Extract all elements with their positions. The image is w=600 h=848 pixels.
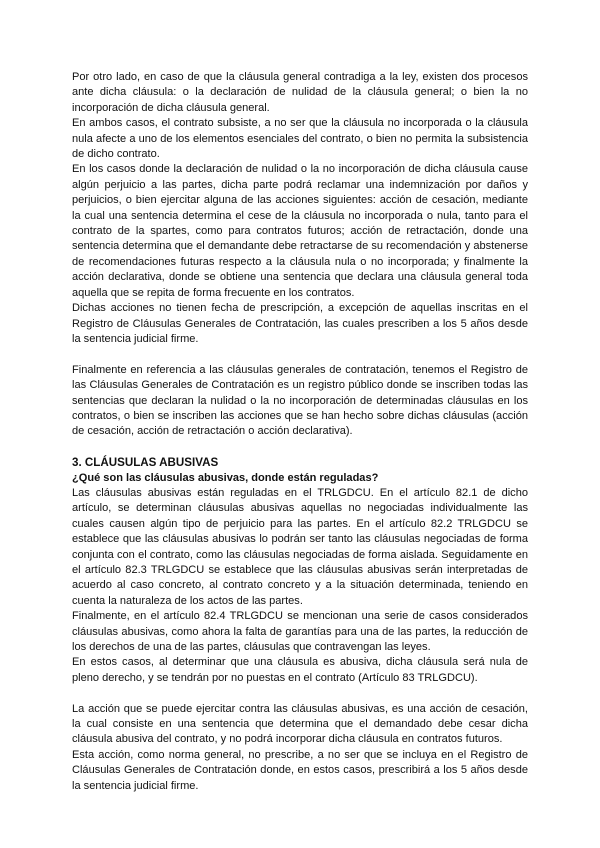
spacer <box>72 347 528 362</box>
document-page <box>72 70 528 794</box>
spacer <box>72 440 528 455</box>
paragraph-registry: Finalmente en referencia a las cláusulas generales de contratación, tenemos el Registro de las Cláusulas Generales de Contratación es un registro público donde se inscriben todas las sentencias que declaran la nulidad o la no incorporación de determinadas cláusulas en los contratos, o bien se inscriben las acciones que se han hecho sobre dichas cláusulas (acción de cesación, acción de retractación o acción declarativa). <box>72 363 528 438</box>
section-subheading: ¿Qué son las cláusulas abusivas, donde están reguladas? <box>72 471 379 484</box>
paragraph-damages-actions: En los casos donde la declaración de nulidad o la no incorporación de dicha cláusula cause algún perjuicio a las partes, dicha parte podrá reclamar una indemnización por daños y perjuicios, o bien ejercitar alguna de las acciones siguientes: acción de cesación, mediante la cual una sentencia determina el cese de la cláusula no incorporada o nula, tanto para el contrato de la spartes, como para contratos futuros; acción de retractación, donde una sentencia determina que el demandante debe retractarse de su recomendación y abstenerse de recomendaciones futuras respecto a la cláusula nula o no incorporada; y finalmente la acción declarativa, donde se obtiene una sentencia que declara una cláusula general toda aquella que se repita de forma frecuente en los contratos. <box>72 163 528 299</box>
paragraph-regulation: Las cláusulas abusivas están reguladas en el TRLGDCU. En el artículo 82.1 de dicho artículo, se determinan cláusulas abusivas aquellas no negociadas individualmente las cuales causen algún tipo de perjuicio para las partes. En el artículo 82.2 TRLGDCU se establece que las cláusulas abusivas lo podrán ser tanto las cláusulas negociadas de forma conjunta con el contrato, como las cláusulas negociadas de forma aislada. Seguidamente en el artículo 82.3 TRLGDCU se establece que las cláusulas abusivas serán interpretadas de acuerdo al caso concreto, al contrato concreto y a la situación determinada, teniendo en cuenta la naturaleza de los actos de las partes. <box>72 486 528 607</box>
paragraph-contract-subsists: En ambos casos, el contrato subsiste, a no ser que la cláusula no incorporada o la cláusula nula afecte a uno de los elementos esenciales del contrato, o bien no permita la subsistencia de dicho contrato. <box>72 117 528 161</box>
paragraph-null-clause: En estos casos, al determinar que una cláusula es abusiva, dicha cláusula será nula de pleno derecho, y se tendrán por no puestas en el contrato (Artículo 83 TRLGDCU). <box>72 656 528 684</box>
section-heading: 3. CLÁUSULAS ABUSIVAS <box>72 456 219 470</box>
paragraph-opposing-law: Por otro lado, en caso de que la cláusula general contradiga a la ley, existen dos procesos ante dicha cláusula: o la declaración de nulidad de la cláusula general; o bien la no incorporación de dicha cláusula general. <box>72 71 528 114</box>
paragraph-prescription: Dichas acciones no tienen fecha de prescripción, a excepción de aquellas inscritas en el Registro de Cláusulas Generales de Contratación, las cuales prescriben a los 5 años desde la sentencia judicial firme. <box>72 302 528 345</box>
paragraph-cessation-action: La acción que se puede ejercitar contra las cláusulas abusivas, es una acción de cesación, la cual consiste en una sentencia que determina que el demandado debe cesar dicha cláusula abusiva del contrato, y no podrá incorporar dicha cláusula en contratos futuros. <box>72 702 528 746</box>
spacer <box>72 686 528 701</box>
paragraph-article-82-4: Finalmente, en el artículo 82.4 TRLGDCU se mencionan una serie de casos considerados cláusulas abusivas, como ahora la falta de garantías para una de las partes, la reducción de los derechos de una de las partes, cláusulas que contravengan las leyes. <box>72 610 528 653</box>
paragraph-no-prescription: Esta acción, como norma general, no prescribe, a no ser que se incluya en el Registro de Cláusulas Generales de Contratación donde, en estos casos, prescribirá a los 5 años desde la sentencia judicial firme. <box>72 748 528 792</box>
